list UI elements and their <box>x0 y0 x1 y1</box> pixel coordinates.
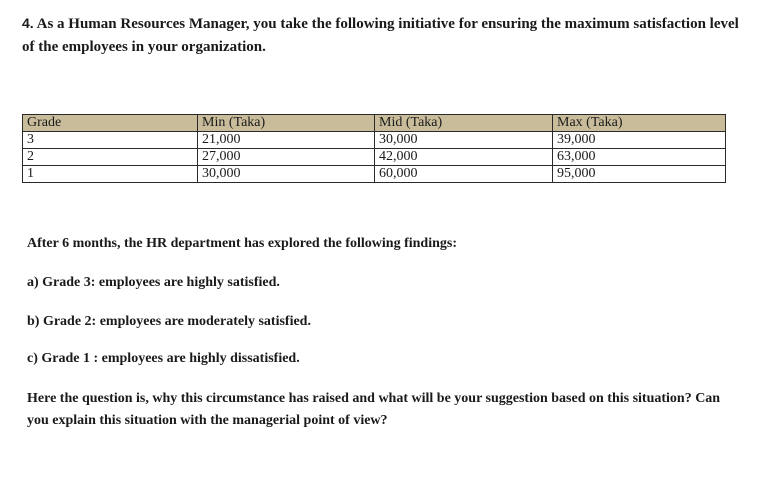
table-row <box>23 166 726 183</box>
salary-grade-table <box>22 114 726 183</box>
cell-max: 95,000 <box>553 166 726 183</box>
cell-min: 30,000 <box>198 166 375 183</box>
cell-grade: 1 <box>23 166 198 183</box>
cell-grade: 3 <box>23 132 198 149</box>
closing-question: Here the question is, why this circumstance has raised and what will be your suggestion based on this situation? Can you explain this situation with the managerial point of view? <box>27 391 721 428</box>
table-header-row <box>23 115 726 132</box>
header-min: Min (Taka) <box>198 115 375 132</box>
cell-max: 39,000 <box>553 132 726 149</box>
finding-item: a) Grade 3: employees are highly satisfied. <box>27 275 280 290</box>
question-heading <box>22 12 742 59</box>
cell-mid: 42,000 <box>375 149 553 166</box>
question-number: 4. <box>22 15 34 31</box>
question-text: As a Human Resources Manager, you take the following initiative for ensuring the maximum satisfaction level of the employees in your organization. <box>22 16 739 55</box>
header-mid: Mid (Taka) <box>375 115 553 132</box>
table-row <box>23 149 726 166</box>
cell-grade: 2 <box>23 149 198 166</box>
cell-mid: 60,000 <box>375 166 553 183</box>
finding-item: b) Grade 2: employees are moderately satisfied. <box>27 314 311 329</box>
cell-max: 63,000 <box>553 149 726 166</box>
header-max: Max (Taka) <box>553 115 726 132</box>
cell-mid: 30,000 <box>375 132 553 149</box>
cell-min: 21,000 <box>198 132 375 149</box>
findings-intro: After 6 months, the HR department has explored the following findings: <box>27 236 457 251</box>
cell-min: 27,000 <box>198 149 375 166</box>
finding-item: c) Grade 1 : employees are highly dissatisfied. <box>27 351 300 366</box>
header-grade: Grade <box>23 115 198 132</box>
table-row <box>23 132 726 149</box>
